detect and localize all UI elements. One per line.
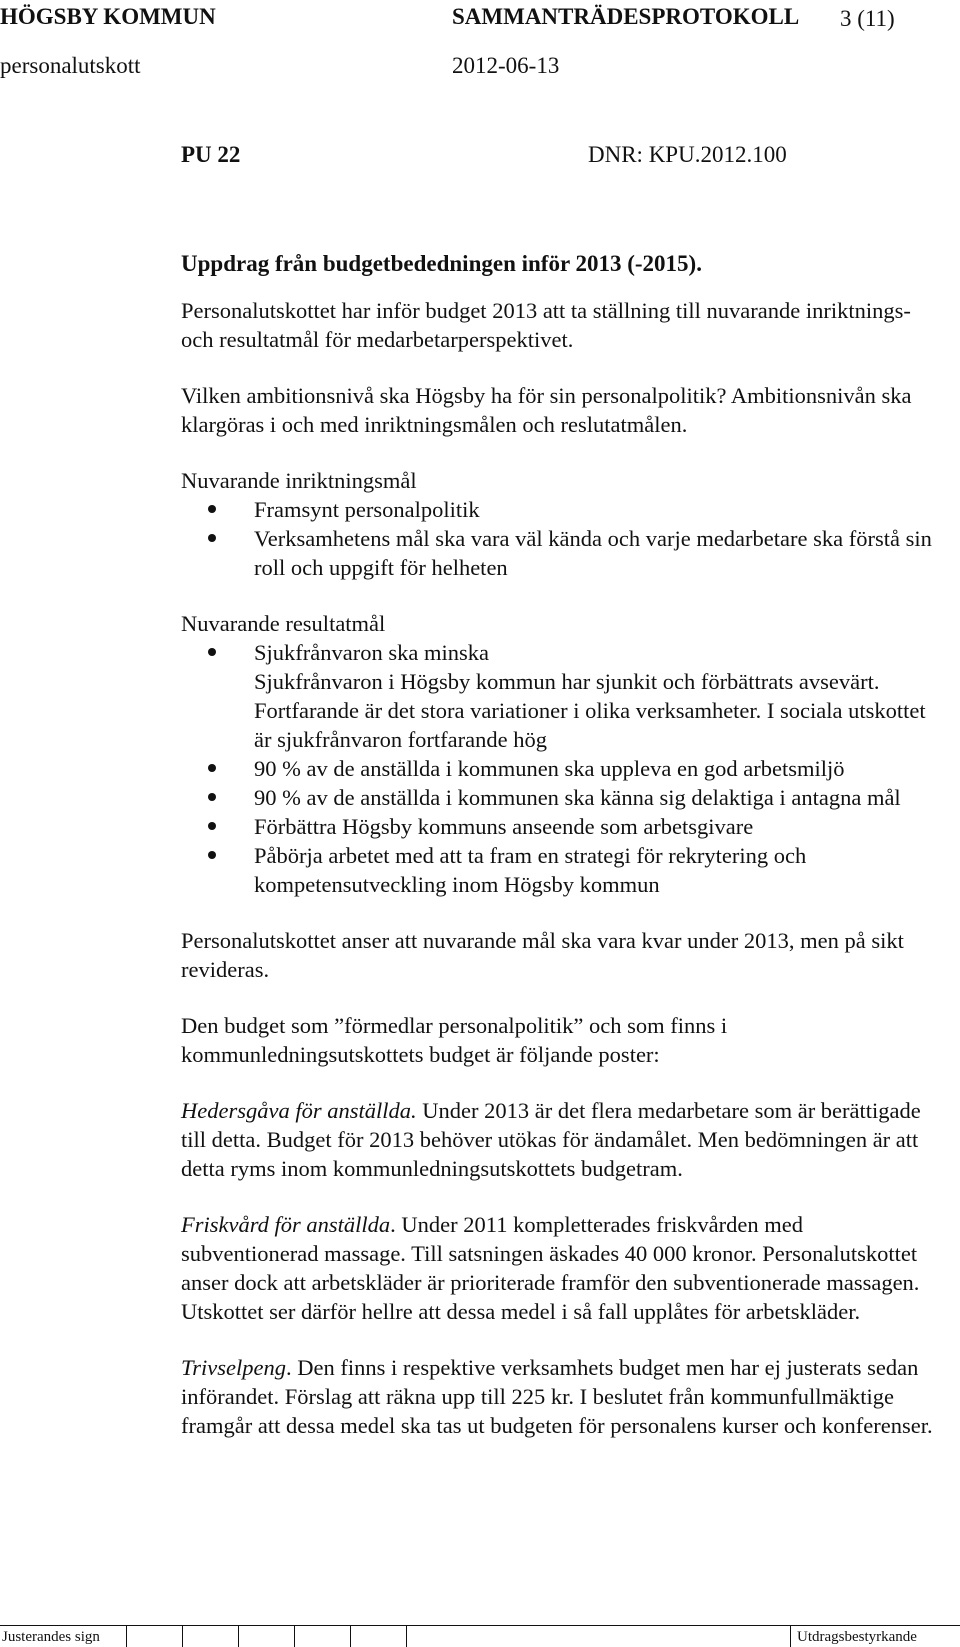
footer-divider	[790, 1626, 791, 1647]
bullet-icon	[208, 505, 216, 513]
meeting-date: 2012-06-13	[452, 53, 560, 78]
footer-divider	[350, 1626, 351, 1647]
list-item: 90 % av de anställda i kommunen ska känna sig delaktiga i antagna mål	[181, 783, 941, 812]
bullet-icon	[208, 764, 216, 772]
list-item: Sjukfrånvaron ska minska	[181, 638, 941, 667]
bullet-icon	[208, 648, 216, 656]
committee-name: personalutskott	[0, 53, 141, 78]
body-content	[181, 296, 941, 1440]
paragraph-budget: Den budget som ”förmedlar personalpolitik” och som finns i kommunledningsutskottets budget är följande poster:	[181, 1013, 728, 1067]
footer-divider	[126, 1626, 127, 1647]
footer-divider	[238, 1626, 239, 1647]
signature-footer	[0, 1625, 960, 1647]
list-item: Förbättra Högsby kommuns anseende som arbetsgivare	[181, 812, 941, 841]
term-trivselpeng: Trivselpeng	[181, 1355, 286, 1380]
paragraph-ambition: Vilken ambitionsnivå ska Högsby ha för sin personalpolitik? Ambitionsnivån ska klargöras i och med inriktningsmålen och reslutatmålen.	[181, 383, 912, 437]
bullet-icon	[208, 822, 216, 830]
resultatmal-list	[181, 638, 941, 667]
list-item: Framsynt personalpolitik	[181, 495, 941, 524]
list-item: 90 % av de anställda i kommunen ska uppleva en god arbetsmiljö	[181, 754, 941, 783]
bullet-icon	[208, 851, 216, 859]
document-type: SAMMANTRÄDESPROTOKOLL	[452, 4, 800, 29]
resultatmal-heading: Nuvarande resultatmål	[181, 611, 386, 636]
footer-divider	[182, 1626, 183, 1647]
paragraph-friskvard: Friskvård för anställda. Under 2011 kompletterades friskvården med subventionerad massage. Till satsningen äskades 40 000 kronor. Personalutskottet anser dock att arbetskläder är prioriterade framför den subventionerade massagen. Utskottet ser därför hellre att dessa medel i så fall upplåtes för arbetskläder.	[181, 1212, 920, 1324]
footer-right-label: Utdragsbestyrkande	[797, 1629, 917, 1645]
paragraph-hedersgava: Hedersgåva för anställda. Under 2013 är det flera medarbetare som är berättigade till detta. Budget för 2013 behöver utökas för ändamålet. Men bedömningen är att detta ryms inom kommunledningsutskottets budgetram.	[181, 1098, 921, 1181]
paragraph-trivselpeng: Trivselpeng. Den finns i respektive verksamhets budget men har ej justerats sedan införandet. Förslag att räkna upp till 225 kr. I beslutet från kommunfullmäktige framgår att dessa medel ska tas ut budgeten för personalens kurser och konferenser.	[181, 1355, 933, 1438]
footer-divider	[406, 1626, 407, 1647]
footer-divider	[294, 1626, 295, 1647]
term-friskvard: Friskvård för anställda	[181, 1212, 391, 1237]
case-dnr: DNR: KPU.2012.100	[588, 142, 787, 167]
sickness-note: Sjukfrånvaron i Högsby kommun har sjunkit och förbättrats avsevärt. Fortfarande är det stora variationer i olika verksamheter. I sociala utskottet är sjukfrånvaron fortfarande hög	[254, 669, 926, 752]
list-item: Påbörja arbetet med att ta fram en strategi för rekrytering och kompetensutveckling inom Högsby kommun	[181, 841, 941, 899]
section-title: Uppdrag från budgetbededningen inför 2013 (-2015).	[181, 251, 702, 276]
bullet-icon	[208, 793, 216, 801]
paragraph-decision: Personalutskottet anser att nuvarande mål ska vara kvar under 2013, men på sikt revideras.	[181, 928, 904, 982]
inriktningsmal-list	[181, 495, 941, 582]
bullet-icon	[208, 534, 216, 542]
case-number: PU 22	[181, 142, 241, 167]
term-hedersgava: Hedersgåva för anställda.	[181, 1098, 417, 1123]
org-name: HÖGSBY KOMMUN	[0, 4, 216, 29]
inriktningsmal-heading: Nuvarande inriktningsmål	[181, 468, 417, 493]
page-number: 3 (11)	[840, 6, 895, 31]
paragraph-intro: Personalutskottet har inför budget 2013 att ta ställning till nuvarande inriktnings- och resultatmål för medarbetarperspektivet.	[181, 298, 911, 352]
list-item: Verksamhetens mål ska vara väl kända och varje medarbetare ska förstå sin roll och uppgift för helheten	[181, 524, 941, 582]
footer-left-label: Justerandes sign	[2, 1629, 100, 1645]
